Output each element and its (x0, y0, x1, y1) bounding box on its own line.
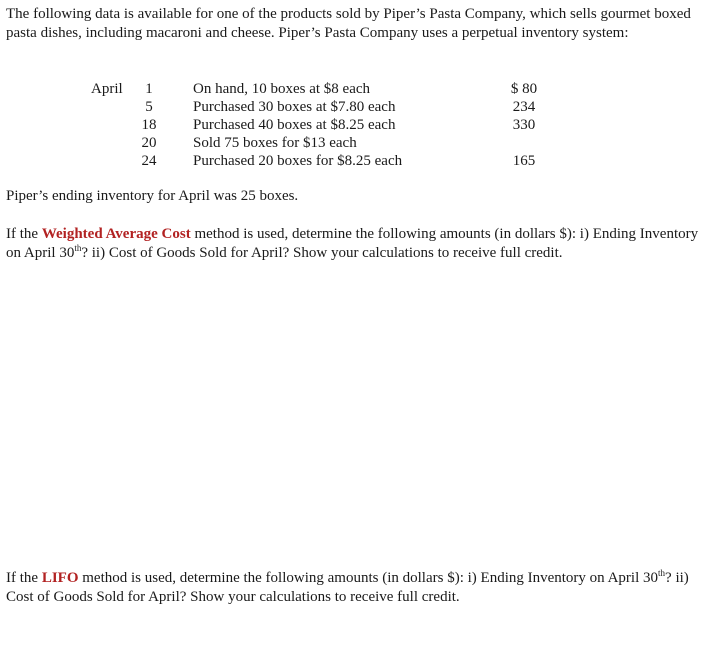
question-text: method is used, determine the following amounts (in dollars $): i) Ending Inventory on April 30 (78, 570, 659, 586)
row-description: Purchased 40 boxes at $8.25 each (193, 117, 396, 133)
row-day: 24 (141, 153, 157, 169)
table-row (0, 134, 717, 152)
row-description: Sold 75 boxes for $13 each (193, 135, 357, 151)
row-amount: 234 (512, 99, 536, 115)
row-description: Purchased 20 boxes for $8.25 each (193, 153, 403, 169)
question-prefix: If the (6, 570, 42, 586)
ordinal-suffix: th (74, 243, 82, 253)
table-row (0, 116, 717, 134)
table-row (0, 152, 717, 170)
table-row (0, 98, 717, 116)
row-day: 20 (141, 135, 157, 151)
lifo-question (6, 569, 706, 607)
row-amount: 165 (512, 153, 536, 169)
question-text: method is used, determine the following amounts (in dollars $): i) Ending Inventory on April 30 (6, 226, 699, 261)
row-amount: 330 (512, 117, 536, 133)
method-name: LIFO (41, 570, 79, 586)
intro-paragraph: The following data is available for one of the products sold by Piper’s Pasta Company, which sells gourmet boxed pasta dishes, including macaroni and cheese. Piper’s Pasta Company uses a perpetual inventory system: (6, 6, 691, 41)
ordinal-suffix: th (658, 568, 666, 578)
weighted-average-question (6, 225, 706, 263)
question-prefix: If the (6, 226, 42, 242)
row-day: 18 (141, 117, 157, 133)
table-row (0, 80, 717, 98)
month-label: April (91, 81, 123, 97)
question-text-end: ? ii) Cost of Goods Sold for April? Show your calculations to receive full credit. (6, 570, 689, 605)
method-name: Weighted Average Cost (41, 226, 191, 242)
row-amount: $ 80 (510, 81, 538, 97)
row-day: 5 (145, 99, 153, 115)
row-description: Purchased 30 boxes at $7.80 each (193, 99, 396, 115)
row-day: 1 (145, 81, 153, 97)
ending-inventory-note: Piper’s ending inventory for April was 25 boxes. (6, 188, 299, 204)
question-text-end: ? ii) Cost of Goods Sold for April? Show your calculations to receive full credit. (81, 245, 563, 261)
row-description: On hand, 10 boxes at $8 each (193, 81, 371, 97)
